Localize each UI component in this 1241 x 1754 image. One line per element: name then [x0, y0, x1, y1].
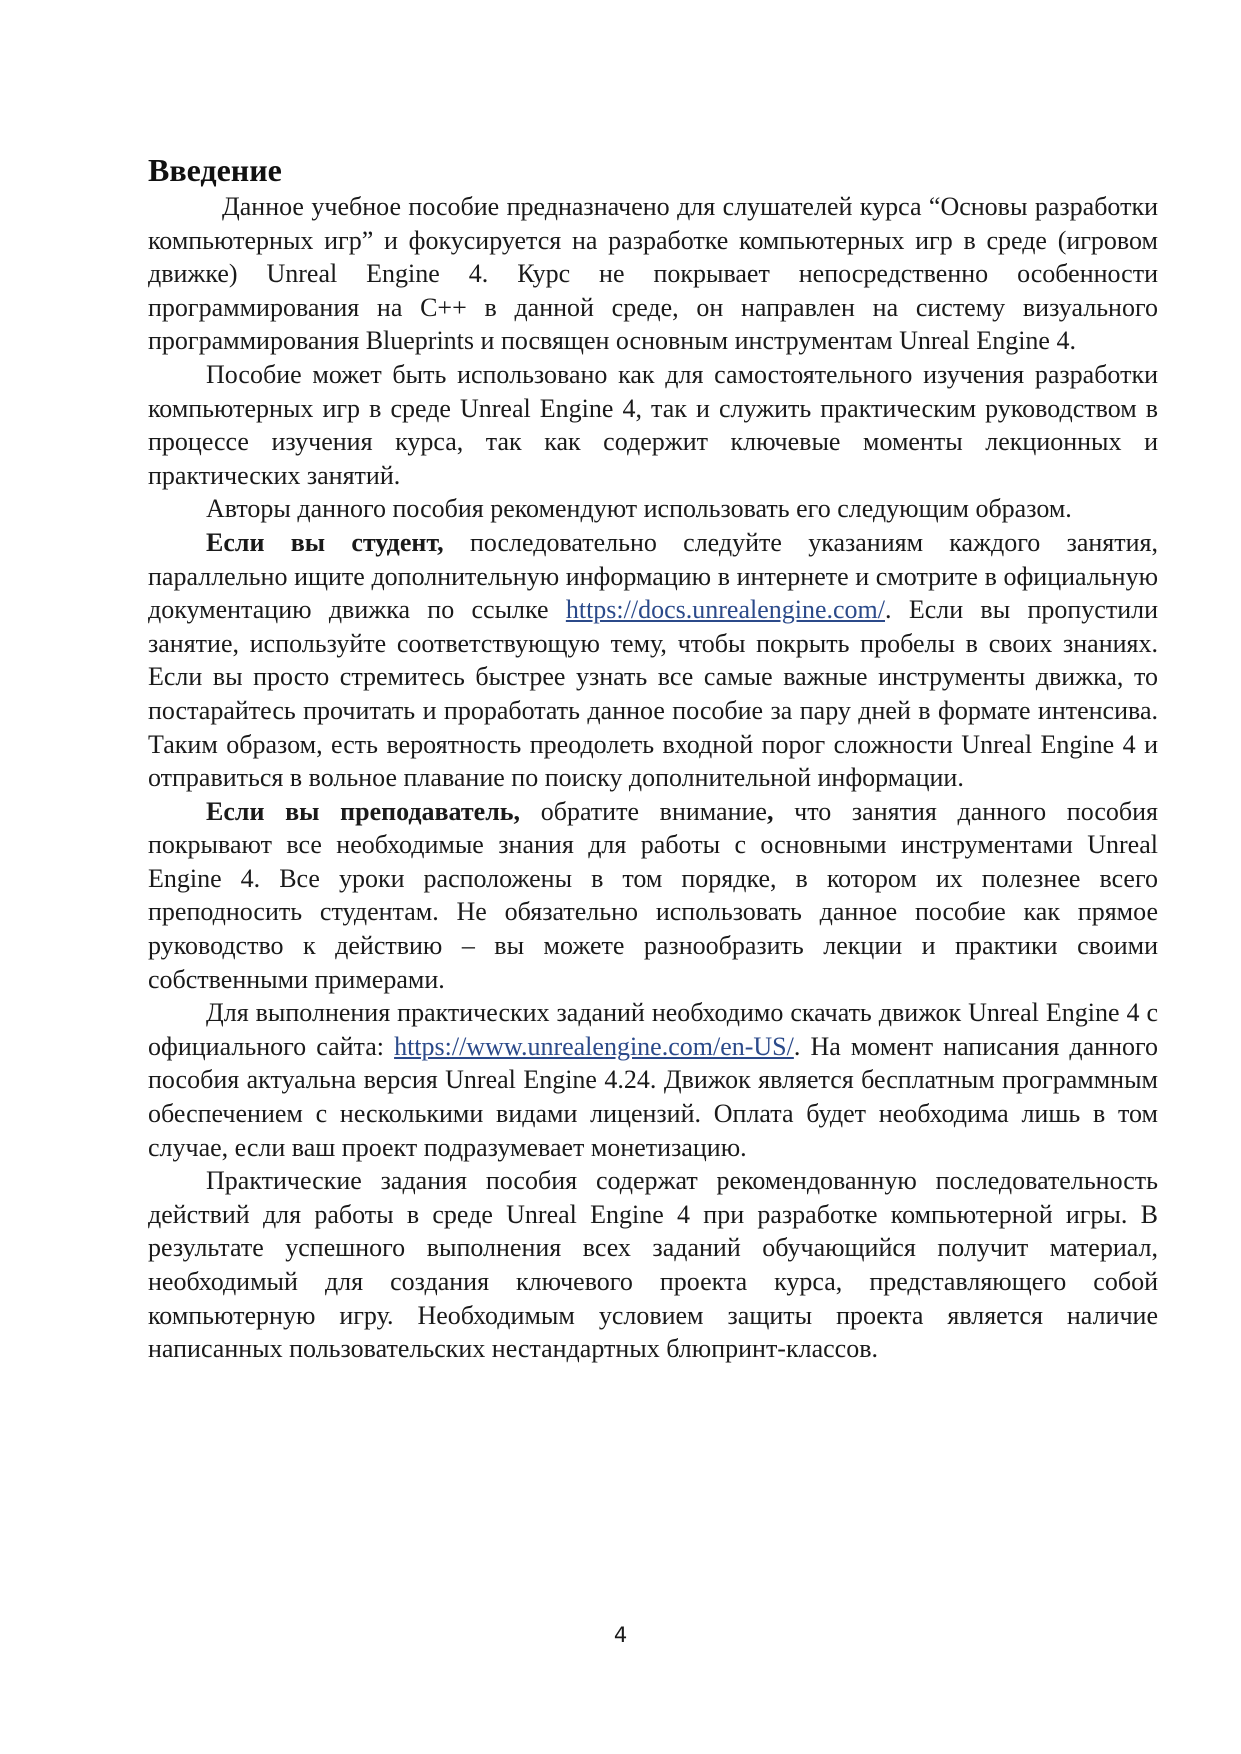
- page-number: 4: [613, 1623, 628, 1647]
- student-text-before-link: последовательно следуйте указаниям каждого занятия, параллельно ищите дополнительную информацию в интернете и смотрите в официальную документацию движка по ссылке: [148, 527, 1158, 625]
- teacher-lead: Если вы преподаватель,: [206, 796, 521, 826]
- teacher-text-a: обратите внимание: [520, 796, 767, 826]
- unrealengine-link[interactable]: https://www.unrealengine.com/en-US/: [394, 1031, 794, 1061]
- student-lead: Если вы студент,: [206, 527, 444, 557]
- docs-link[interactable]: https://docs.unrealengine.com/: [565, 595, 886, 625]
- paragraph-recommendation: Авторы данного пособия рекомендуют использовать его следующим образом.: [206, 494, 1072, 524]
- paragraph-intro: Данное учебное пособие предназначено для слушателей курса “Основы разработки компьютерных игр” и фокусируется на разработке компьютерных игр в среде (игровом движке) Unreal Engine 4. Курс не покрывает непосредственно особенности программирования на C++ в данной среде, он направлен на систему визуального программирования Blueprints и посвящен основным инструментам Unreal Engine 4.: [148, 192, 1158, 356]
- paragraph-usage: Пособие может быть использовано как для самостоятельного изучения разработки компьютерных игр в среде Unreal Engine 4, так и служить практическим руководством в процессе изучения курса, так как содержит ключевые моменты лекционных и практических занятий.: [148, 359, 1158, 490]
- download-text-before-link: Для выполнения практических заданий необходимо скачать движок Unreal Engine 4 с официального сайта:: [148, 998, 1158, 1061]
- download-text-after-link: . На момент написания данного пособия актуальна версия Unreal Engine 4.24. Движок является бесплатным программным обеспечением с несколькими видами лицензий. Оплата будет необходима лишь в том случае, если ваш проект подразумевает монетизацию.: [148, 1031, 1159, 1162]
- section-heading: Введение: [148, 152, 282, 188]
- student-text-after-link: . Если вы пропустили занятие, используйте соответствующую тему, чтобы покрыть пробелы в своих знаниях. Если вы просто стремитесь быстрее узнать все самые важные инструменты движка, то постарайтесь прочитать и проработать данное пособие за пару дней в формате интенсива. Таким образом, есть вероятность преодолеть входной порог сложности Unreal Engine 4 и отправиться в вольное плавание по поиску дополнительной информации.: [148, 595, 1159, 793]
- paragraph-download: [148, 996, 1158, 1164]
- paragraph-practice: Практические задания пособия содержат рекомендованную последовательность действий для работы в среде Unreal Engine 4 при разработке компьютерной игры. В результате успешного выполнения всех заданий обучающийся получит материал, необходимый для создания ключевого проекта курса, представляющего собой компьютерную игру. Необходимым условием защиты проекта является наличие написанных пользовательских нестандартных блюпринт-классов.: [148, 1166, 1158, 1364]
- paragraph-student: [148, 526, 1158, 795]
- page-content: [148, 150, 1158, 1366]
- teacher-text-b: что занятия данного пособия покрывают все необходимые знания для работы с основными инструментами Unreal Engine 4. Все уроки расположены в том порядке, в котором их полезнее всего преподносить студентам. Не обязательно использовать данное пособие как прямое руководство к действию – вы можете разнообразить лекции и практики своими собственными примерами.: [148, 796, 1158, 994]
- paragraph-teacher: [148, 795, 1158, 997]
- teacher-comma: ,: [766, 796, 774, 826]
